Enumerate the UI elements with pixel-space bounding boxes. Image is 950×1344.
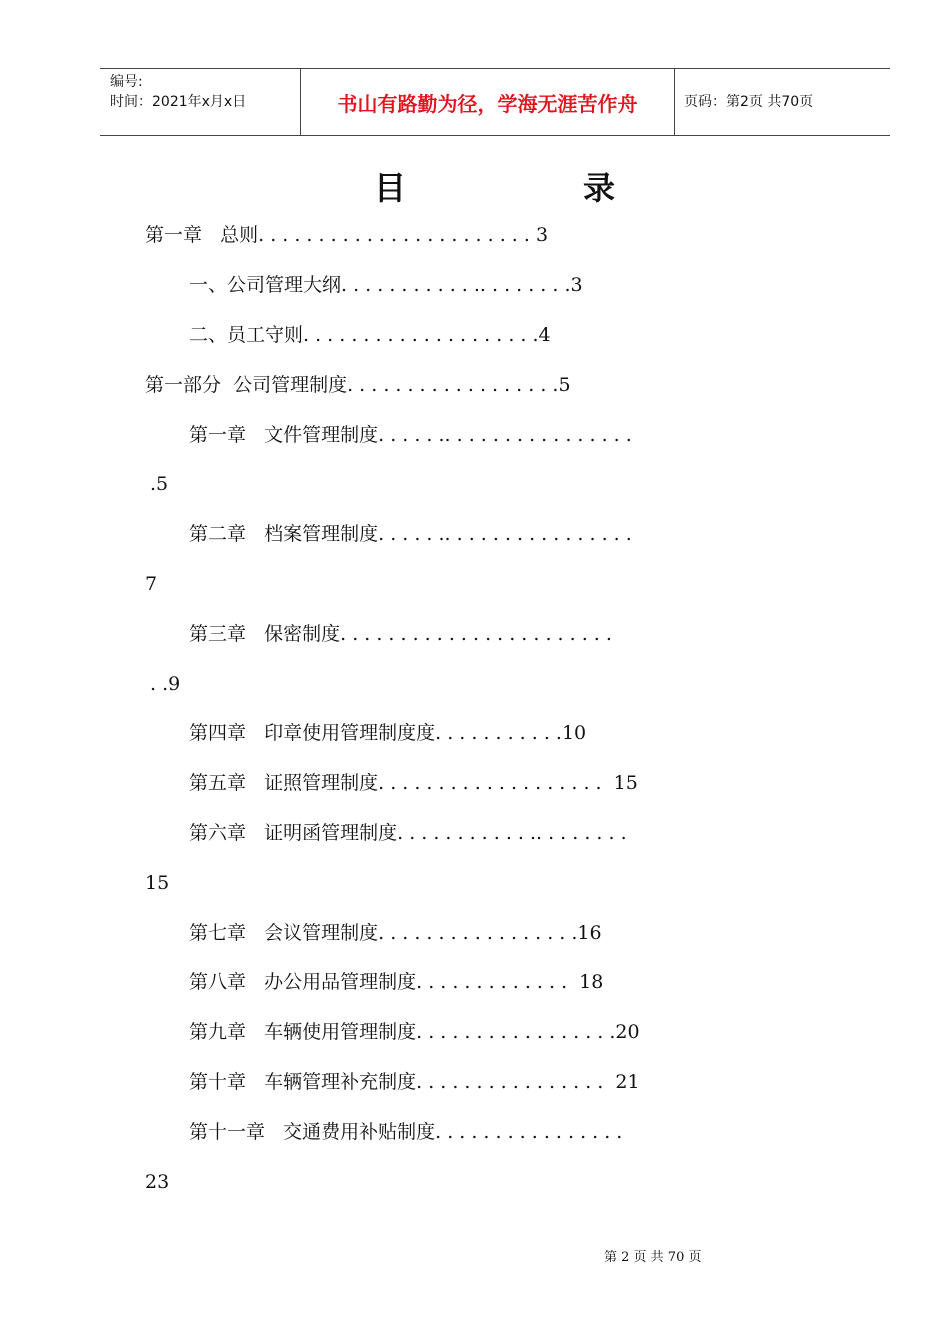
toc-entry-continuation: . .9 — [150, 673, 181, 695]
header-middle-cell — [301, 69, 675, 135]
header-page-info: 页码：第2页 共70页 — [684, 94, 814, 110]
toc-entry: 第一章 总则. . . . . . . . . . . . . . . . . . . . . . . 3 — [145, 224, 549, 246]
toc-entry-continuation: .5 — [150, 473, 169, 495]
toc-entry: 第四章 印章使用管理制度度. . . . . . . . . . .10 — [189, 722, 587, 744]
document-number-label: 编号: — [110, 74, 143, 90]
toc-title-char-2: 录 — [583, 169, 618, 207]
toc-entry: 第十章 车辆管理补充制度. . . . . . . . . . . . . . . . 21 — [189, 1071, 640, 1093]
toc-entry: 第二章 档案管理制度. . . . . .. . . . . . . . . . . . . . . . — [189, 523, 632, 545]
document-time-label: 时间：2021年x月x日 — [110, 94, 247, 110]
header-motto: 书山有路勤为径，学海无涯苦作舟 — [337, 91, 638, 116]
toc-entry: 第十一章 交通费用补贴制度. . . . . . . . . . . . . . . . — [189, 1121, 623, 1143]
toc-entry-continuation: 23 — [145, 1171, 170, 1193]
header-left-cell — [100, 69, 301, 135]
toc-entry: 第六章 证明函管理制度. . . . . . . . . . . .. . . . . . . . — [189, 822, 627, 844]
toc-entry-continuation: 7 — [145, 573, 158, 595]
toc-entry: 第七章 会议管理制度. . . . . . . . . . . . . . . . .16 — [189, 922, 602, 944]
toc-entry: 第一章 文件管理制度. . . . . .. . . . . . . . . . . . . . . . — [189, 424, 632, 446]
page-header — [100, 68, 890, 136]
toc-title-char-1: 目 — [374, 169, 409, 207]
toc-entry: 一、公司管理大纲. . . . . . . . . . . .. . . . . . . .3 — [189, 274, 583, 296]
toc-entry: 第八章 办公用品管理制度. . . . . . . . . . . . . 18 — [189, 971, 604, 993]
toc-entry: 第三章 保密制度. . . . . . . . . . . . . . . . . . . . . . . — [189, 623, 612, 645]
page-footer: 第 2 页 共 70 页 — [604, 1250, 702, 1265]
toc-entry: 第一部分 公司管理制度. . . . . . . . . . . . . . . . . .5 — [145, 374, 571, 396]
toc-entry-continuation: 15 — [145, 872, 170, 894]
header-right-cell — [675, 69, 890, 135]
toc-entry: 第九章 车辆使用管理制度. . . . . . . . . . . . . . . . .20 — [189, 1021, 640, 1043]
toc-entry: 二、员工守则. . . . . . . . . . . . . . . . . . . .4 — [189, 324, 551, 346]
toc-entry: 第五章 证照管理制度. . . . . . . . . . . . . . . . . . . 15 — [189, 772, 638, 794]
